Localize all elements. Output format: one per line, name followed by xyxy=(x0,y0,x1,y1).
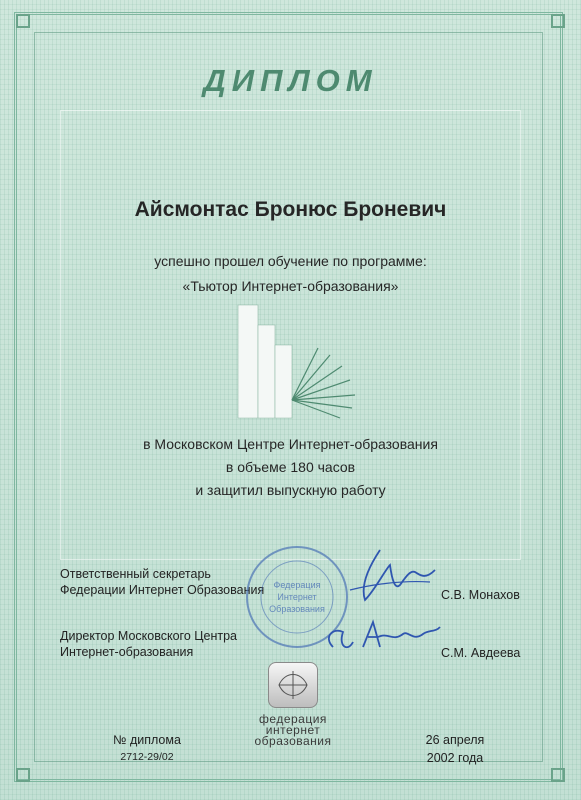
secretary-signature-icon xyxy=(340,540,440,610)
stamp-line-3: Образования xyxy=(269,604,325,614)
director-name: С.М. Авдеева xyxy=(441,646,521,660)
emblem-icon xyxy=(230,300,360,420)
federation-wordmark: федерация интернет образования xyxy=(254,712,332,748)
completed-line: успешно прошел обучение по программе: xyxy=(154,253,427,269)
director-title: Директор Московского Центра Интернет-образования xyxy=(60,629,237,659)
diploma-number-value: 2712-29/02 xyxy=(120,751,174,763)
stamp-line-1: Федерация xyxy=(273,580,321,590)
federation-logo-icon xyxy=(268,662,318,708)
hours-line: в объеме 180 часов xyxy=(225,459,356,475)
corner-ornament-icon xyxy=(551,768,565,782)
corner-ornament-icon xyxy=(16,768,30,782)
diploma-number-label: № диплома xyxy=(113,733,181,747)
center-line: в Московском Центре Интернет-образования xyxy=(143,436,438,452)
director-signature-icon xyxy=(318,612,443,662)
issue-date-year: 2002 года xyxy=(426,751,484,765)
diploma-title: ДИПЛОМ xyxy=(203,63,378,98)
program-name: «Тьютор Интернет-образования» xyxy=(182,278,399,294)
issue-date-day: 26 апреля xyxy=(425,733,485,747)
corner-ornament-icon xyxy=(551,14,565,28)
secretary-title: Ответственный секретарь Федерации Интернет Образования xyxy=(60,567,265,597)
secretary-name: С.В. Монахов xyxy=(441,588,520,602)
stamp-line-2: Интернет xyxy=(277,592,317,602)
defended-line: и защитил выпускную работу xyxy=(195,482,386,498)
recipient-name: Айсмонтас Бронюс Броневич xyxy=(134,198,447,221)
corner-ornament-icon xyxy=(16,14,30,28)
